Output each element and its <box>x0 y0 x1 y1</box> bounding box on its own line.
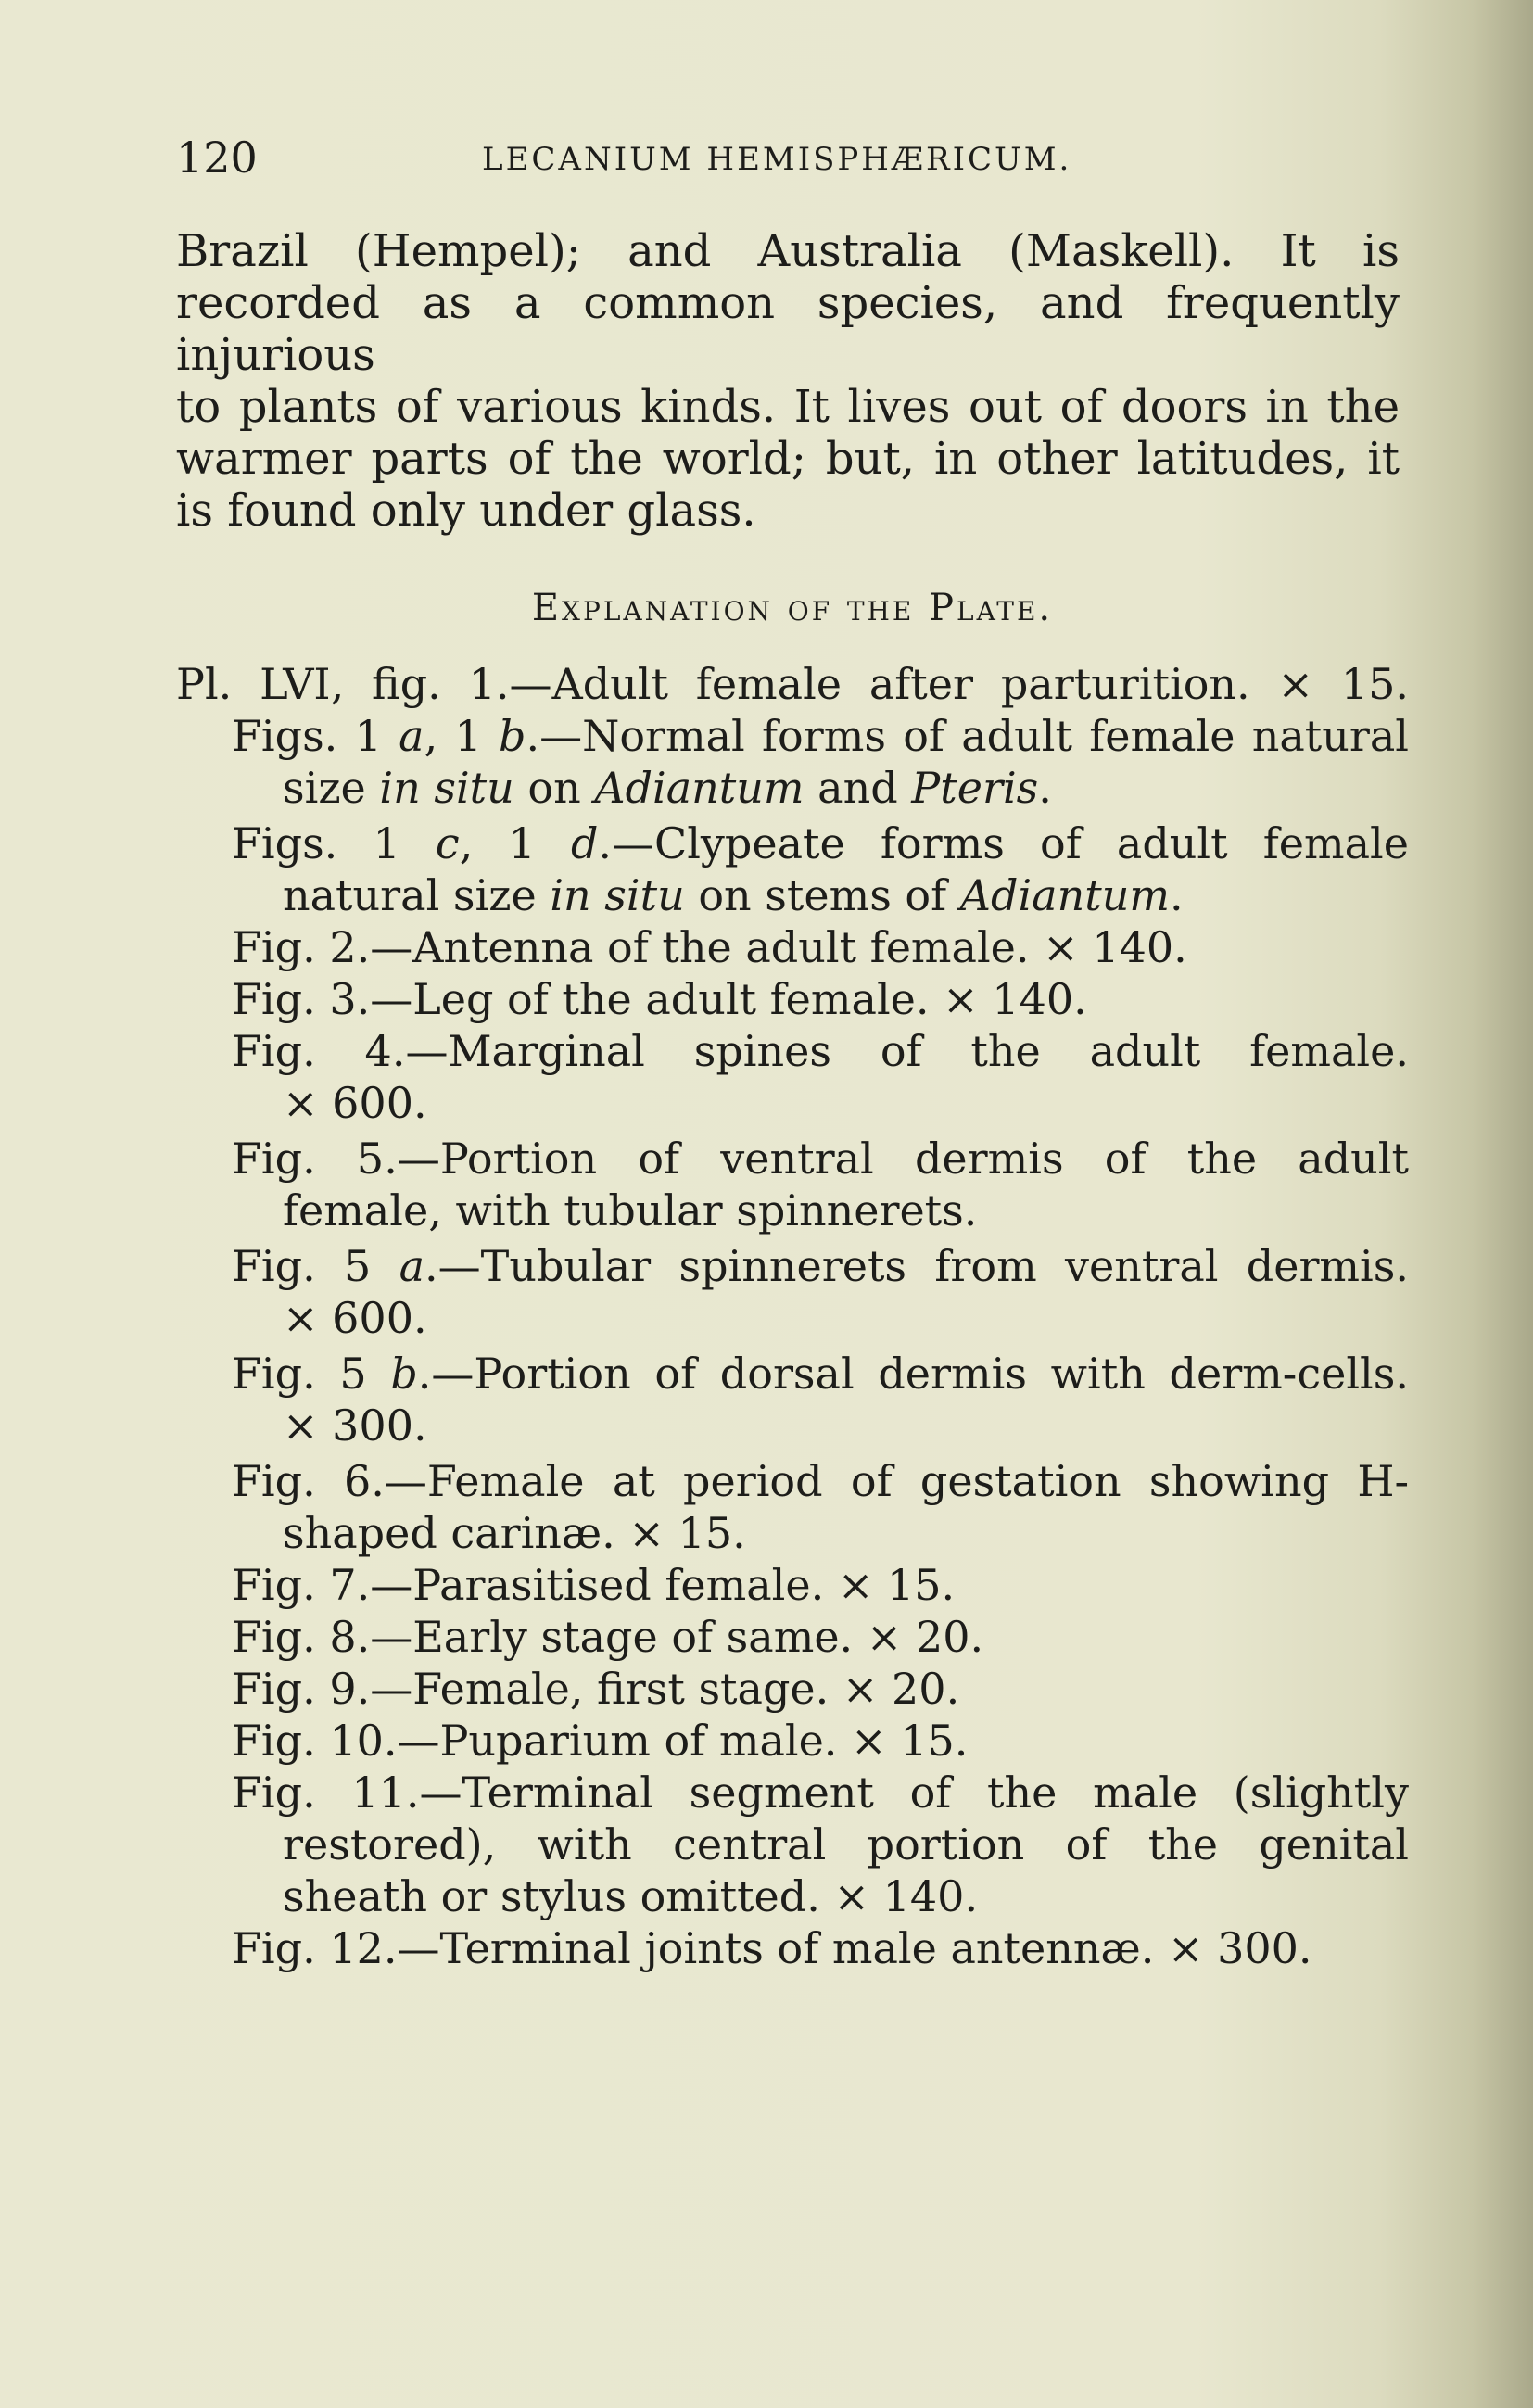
entry-continuation: shaped carinæ. × 15. <box>283 1508 746 1558</box>
plate-entry <box>176 921 1409 973</box>
entry-line: Fig. 11.—Terminal segment of the male (slightly <box>232 1768 1409 1818</box>
plate-entry <box>176 1133 1409 1236</box>
plate-entry <box>176 973 1409 1025</box>
entry-line: Fig. 4.—Marginal spines of the adult female. <box>232 1026 1409 1076</box>
entry-line: Figs. 1 a, 1 b.—Normal forms of adult female natural <box>232 711 1409 761</box>
paragraph-line: recorded as a common species, and frequently injurious <box>176 277 1400 381</box>
plate-entry <box>176 1455 1409 1559</box>
plate-entry <box>176 1348 1409 1451</box>
entry-continuation: natural size in situ on stems of Adiantum. <box>283 870 1184 920</box>
entry-continuation: sheath or stylus omitted. × 140. <box>283 1871 979 1921</box>
paragraph-line: warmer parts of the world; but, in other latitudes, it <box>176 433 1400 485</box>
entry-line: Fig. 9.—Female, first stage. × 20. <box>232 1664 960 1714</box>
plate-entry <box>176 1240 1409 1344</box>
paragraph-line: Brazil (Hempel); and Australia (Maskell). It is <box>176 225 1400 277</box>
plate-entry <box>176 1663 1409 1715</box>
entry-line: Fig. 2.—Antenna of the adult female. × 140. <box>232 922 1187 972</box>
page-number: 120 <box>176 133 258 183</box>
section-heading: Explanation of the Plate. <box>531 587 1054 629</box>
running-title: LECANIUM HEMISPHÆRICUM. <box>482 141 1072 178</box>
plate-entry <box>176 817 1409 921</box>
entry-line: Fig. 12.—Terminal joints of male antennæ. × 300. <box>232 1923 1312 1973</box>
plate-entry <box>176 1559 1409 1611</box>
plate-entry <box>176 1611 1409 1663</box>
plate-entry <box>176 1715 1409 1767</box>
entry-line: Fig. 7.—Parasitised female. × 15. <box>232 1560 956 1610</box>
entry-line: Figs. 1 c, 1 d.—Clypeate forms of adult female <box>232 818 1409 868</box>
paragraph-line: to plants of various kinds. It lives out of doors in the <box>176 381 1400 433</box>
entry-continuation: × 600. <box>283 1078 427 1128</box>
entry-line: Fig. 5.—Portion of ventral dermis of the adult <box>232 1134 1409 1184</box>
plate-entry <box>176 710 1409 814</box>
entry-continuation: restored), with central portion of the genital <box>283 1819 1409 1869</box>
entry-continuation: × 300. <box>283 1400 427 1451</box>
entry-line: Fig. 6.—Female at period of gestation showing H- <box>232 1456 1409 1506</box>
entry-continuation: female, with tubular spinnerets. <box>283 1185 978 1236</box>
entry-line: Fig. 10.—Puparium of male. × 15. <box>232 1716 969 1766</box>
entry-line: Pl. LVI, fig. 1.—Adult female after parturition. × 15. <box>176 659 1409 709</box>
plate-entry <box>176 1922 1409 1974</box>
entry-continuation: × 600. <box>283 1293 427 1343</box>
entry-line: Fig. 5 b.—Portion of dorsal dermis with derm-cells. <box>232 1349 1409 1399</box>
plate-entry <box>176 1767 1409 1922</box>
plate-entry <box>176 658 1409 710</box>
entry-line: Fig. 8.—Early stage of same. × 20. <box>232 1612 984 1662</box>
paragraph-line: is found only under glass. <box>176 485 756 537</box>
plate-entry <box>176 1025 1409 1129</box>
running-head <box>176 130 1409 185</box>
plate-explanation-list <box>176 658 1409 1974</box>
intro-paragraph <box>176 225 1400 537</box>
entry-line: Fig. 5 a.—Tubular spinnerets from ventral dermis. <box>232 1241 1409 1291</box>
entry-continuation: size in situ on Adiantum and Pteris. <box>283 763 1052 813</box>
entry-line: Fig. 3.—Leg of the adult female. × 140. <box>232 974 1087 1024</box>
